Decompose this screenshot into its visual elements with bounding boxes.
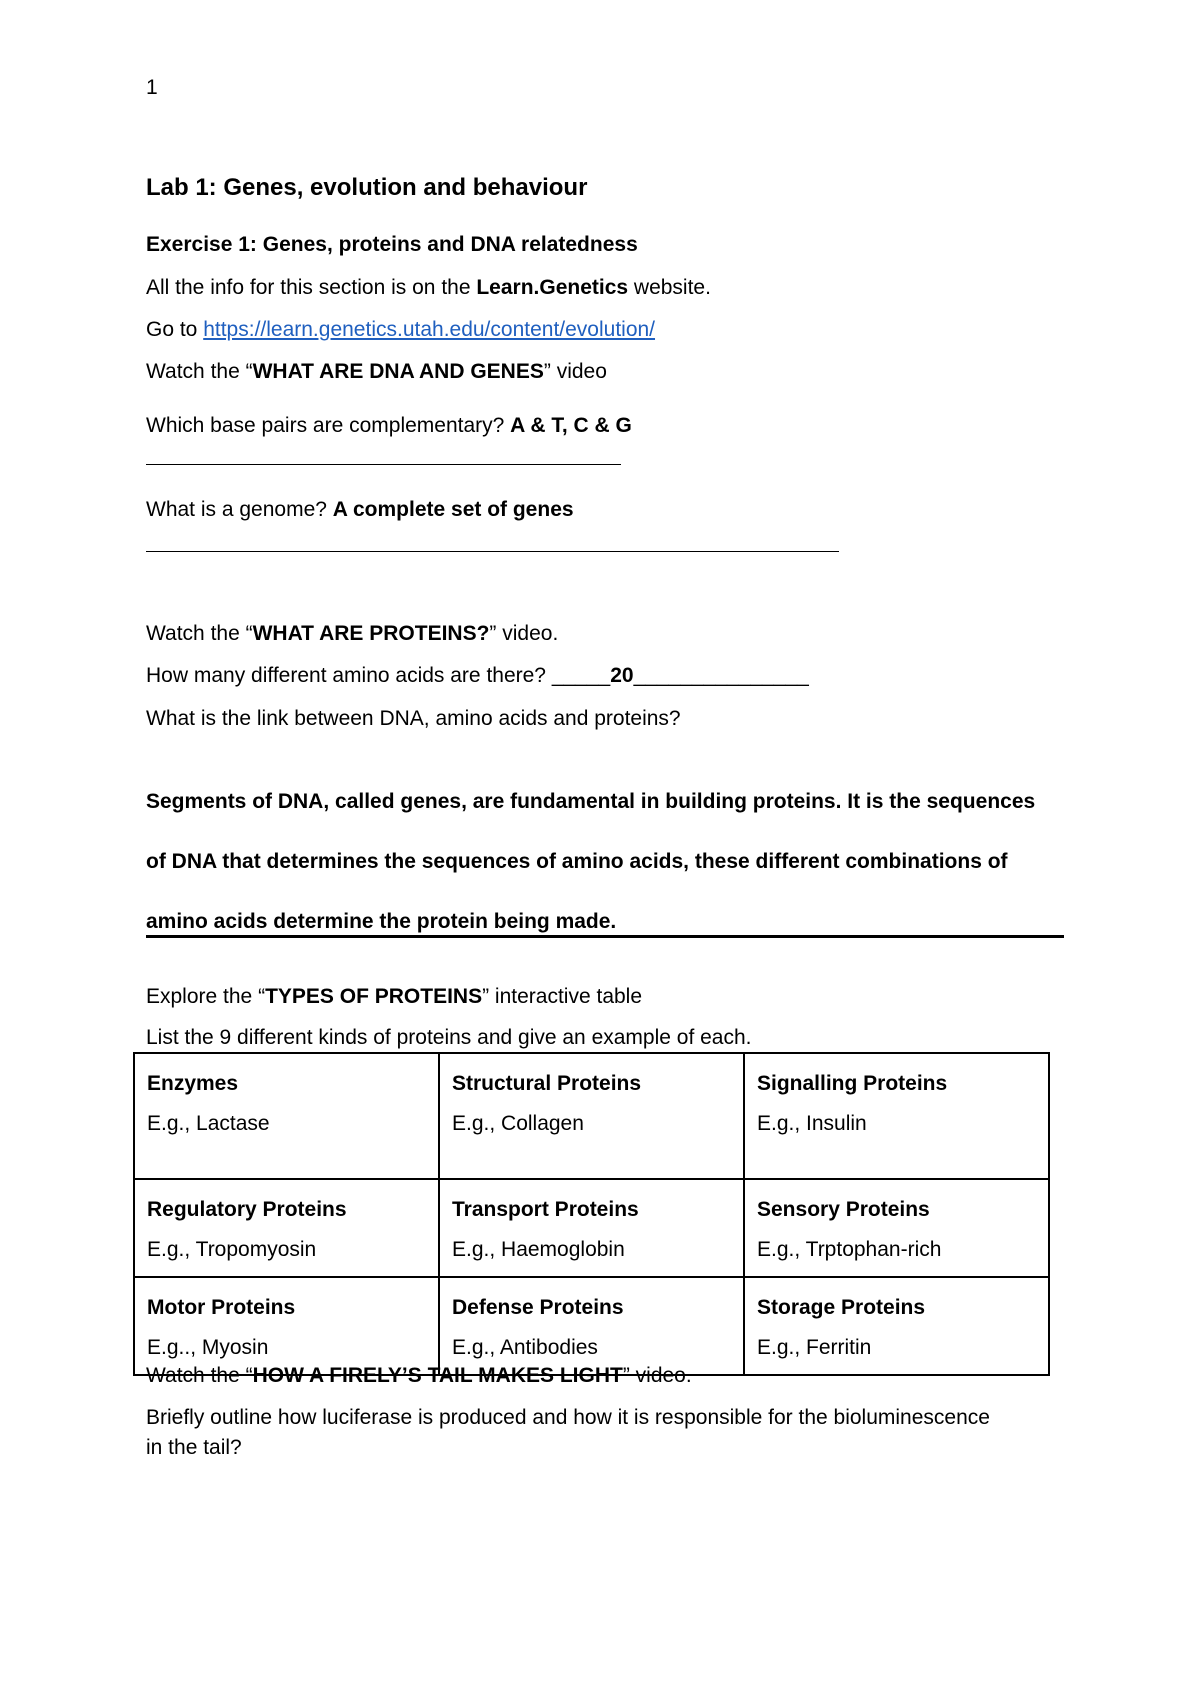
protein-type: Transport Proteins	[452, 1198, 639, 1221]
protein-example: E.g., Lactase	[147, 1112, 270, 1135]
luciferase-question-line: Briefly outline how luciferase is produced and how it is responsible for the bioluminescence	[146, 1406, 990, 1429]
info-text-end: website.	[628, 276, 711, 299]
blank: _____	[551, 664, 611, 687]
video1-pre: Watch the “	[146, 360, 253, 383]
protein-example: E.g.., Myosin	[147, 1336, 269, 1359]
table-cell	[744, 1179, 1049, 1277]
protein-example: E.g., Trptophan-rich	[757, 1238, 942, 1261]
protein-type: Enzymes	[147, 1072, 239, 1095]
explore-pre: Explore the “	[146, 985, 266, 1008]
amino-question	[146, 662, 809, 690]
video3-title: HOW A FIRELY’S TAIL MAKES LIGHT	[252, 1364, 623, 1387]
answer-line	[146, 551, 839, 552]
protein-example: E.g., Ferritin	[757, 1336, 872, 1359]
protein-type: Structural Proteins	[452, 1072, 642, 1095]
answer-line	[146, 464, 621, 465]
table-cell	[439, 1053, 744, 1179]
video2-post: ” video.	[489, 622, 559, 645]
protein-example: E.g., Haemoglobin	[452, 1238, 625, 1261]
info-text: All the info for this section is on the	[146, 276, 477, 299]
table-cell	[134, 1277, 439, 1375]
genome-question-text: What is a genome?	[146, 498, 333, 521]
protein-type: Signalling Proteins	[757, 1072, 948, 1095]
video2-title: WHAT ARE PROTEINS?	[252, 622, 490, 645]
exercise-heading: Exercise 1: Genes, proteins and DNA relatedness	[146, 233, 638, 256]
protein-example: E.g., Insulin	[757, 1112, 867, 1135]
table-cell	[134, 1179, 439, 1277]
genome-question	[146, 496, 574, 524]
amino-answer: 20	[610, 664, 634, 687]
table-cell	[744, 1277, 1049, 1375]
protein-type: Storage Proteins	[757, 1296, 926, 1319]
table-cell	[439, 1179, 744, 1277]
protein-type: Defense Proteins	[452, 1296, 624, 1319]
video2-line	[146, 620, 558, 648]
page-title: Lab 1: Genes, evolution and behaviour	[146, 174, 588, 201]
protein-example: E.g., Collagen	[452, 1112, 584, 1135]
genome-answer: A complete set of genes	[332, 498, 574, 521]
goto-text: Go to	[146, 318, 204, 341]
explore-post: ” interactive table	[482, 985, 643, 1008]
luciferase-question-line: in the tail?	[146, 1436, 242, 1459]
protein-example: E.g., Antibodies	[452, 1336, 598, 1359]
table-cell	[439, 1277, 744, 1375]
video1-title: WHAT ARE DNA AND GENES	[252, 360, 544, 383]
table-cell	[134, 1053, 439, 1179]
blank: _______________	[633, 664, 809, 687]
explore-title: TYPES OF PROTEINS	[265, 985, 483, 1008]
table-cell	[744, 1053, 1049, 1179]
protein-type: Sensory Proteins	[757, 1198, 930, 1221]
video2-pre: Watch the “	[146, 622, 253, 645]
base-pairs-answer: A & T, C & G	[510, 414, 632, 437]
protein-type: Regulatory Proteins	[147, 1198, 347, 1221]
amino-question-text: How many different amino acids are there?	[146, 664, 552, 687]
video3-post: ” video.	[622, 1364, 692, 1387]
explore-line	[146, 983, 642, 1011]
table-row	[134, 1277, 1049, 1375]
table-row	[134, 1053, 1049, 1179]
base-pairs-question	[146, 412, 632, 440]
answer-paragraph-line: amino acids determine the protein being made.	[146, 910, 617, 933]
video3-line	[146, 1362, 692, 1390]
answer-paragraph-line: of DNA that determines the sequences of amino acids, these different combinations of	[146, 850, 1008, 873]
goto-line	[146, 316, 655, 344]
protein-example: E.g., Tropomyosin	[147, 1238, 317, 1261]
protein-type: Motor Proteins	[147, 1296, 296, 1319]
answer-paragraph-line: Segments of DNA, called genes, are fundamental in building proteins. It is the sequences	[146, 790, 1036, 813]
evolution-link[interactable]: https://learn.genetics.utah.edu/content/evolution/	[203, 318, 656, 341]
table-row	[134, 1179, 1049, 1277]
video1-line	[146, 358, 607, 386]
answer-line	[146, 935, 1064, 938]
link-question: What is the link between DNA, amino acids and proteins?	[146, 707, 681, 730]
site-name: Learn.Genetics	[476, 276, 629, 299]
base-pairs-question-text: Which base pairs are complementary?	[146, 414, 511, 437]
list-instruction: List the 9 different kinds of proteins and give an example of each.	[146, 1026, 752, 1049]
page-number: 1	[146, 76, 158, 99]
video1-post: ” video	[543, 360, 607, 383]
info-line	[146, 274, 711, 302]
protein-types-table	[133, 1052, 1050, 1376]
video3-pre: Watch the “	[146, 1364, 253, 1387]
